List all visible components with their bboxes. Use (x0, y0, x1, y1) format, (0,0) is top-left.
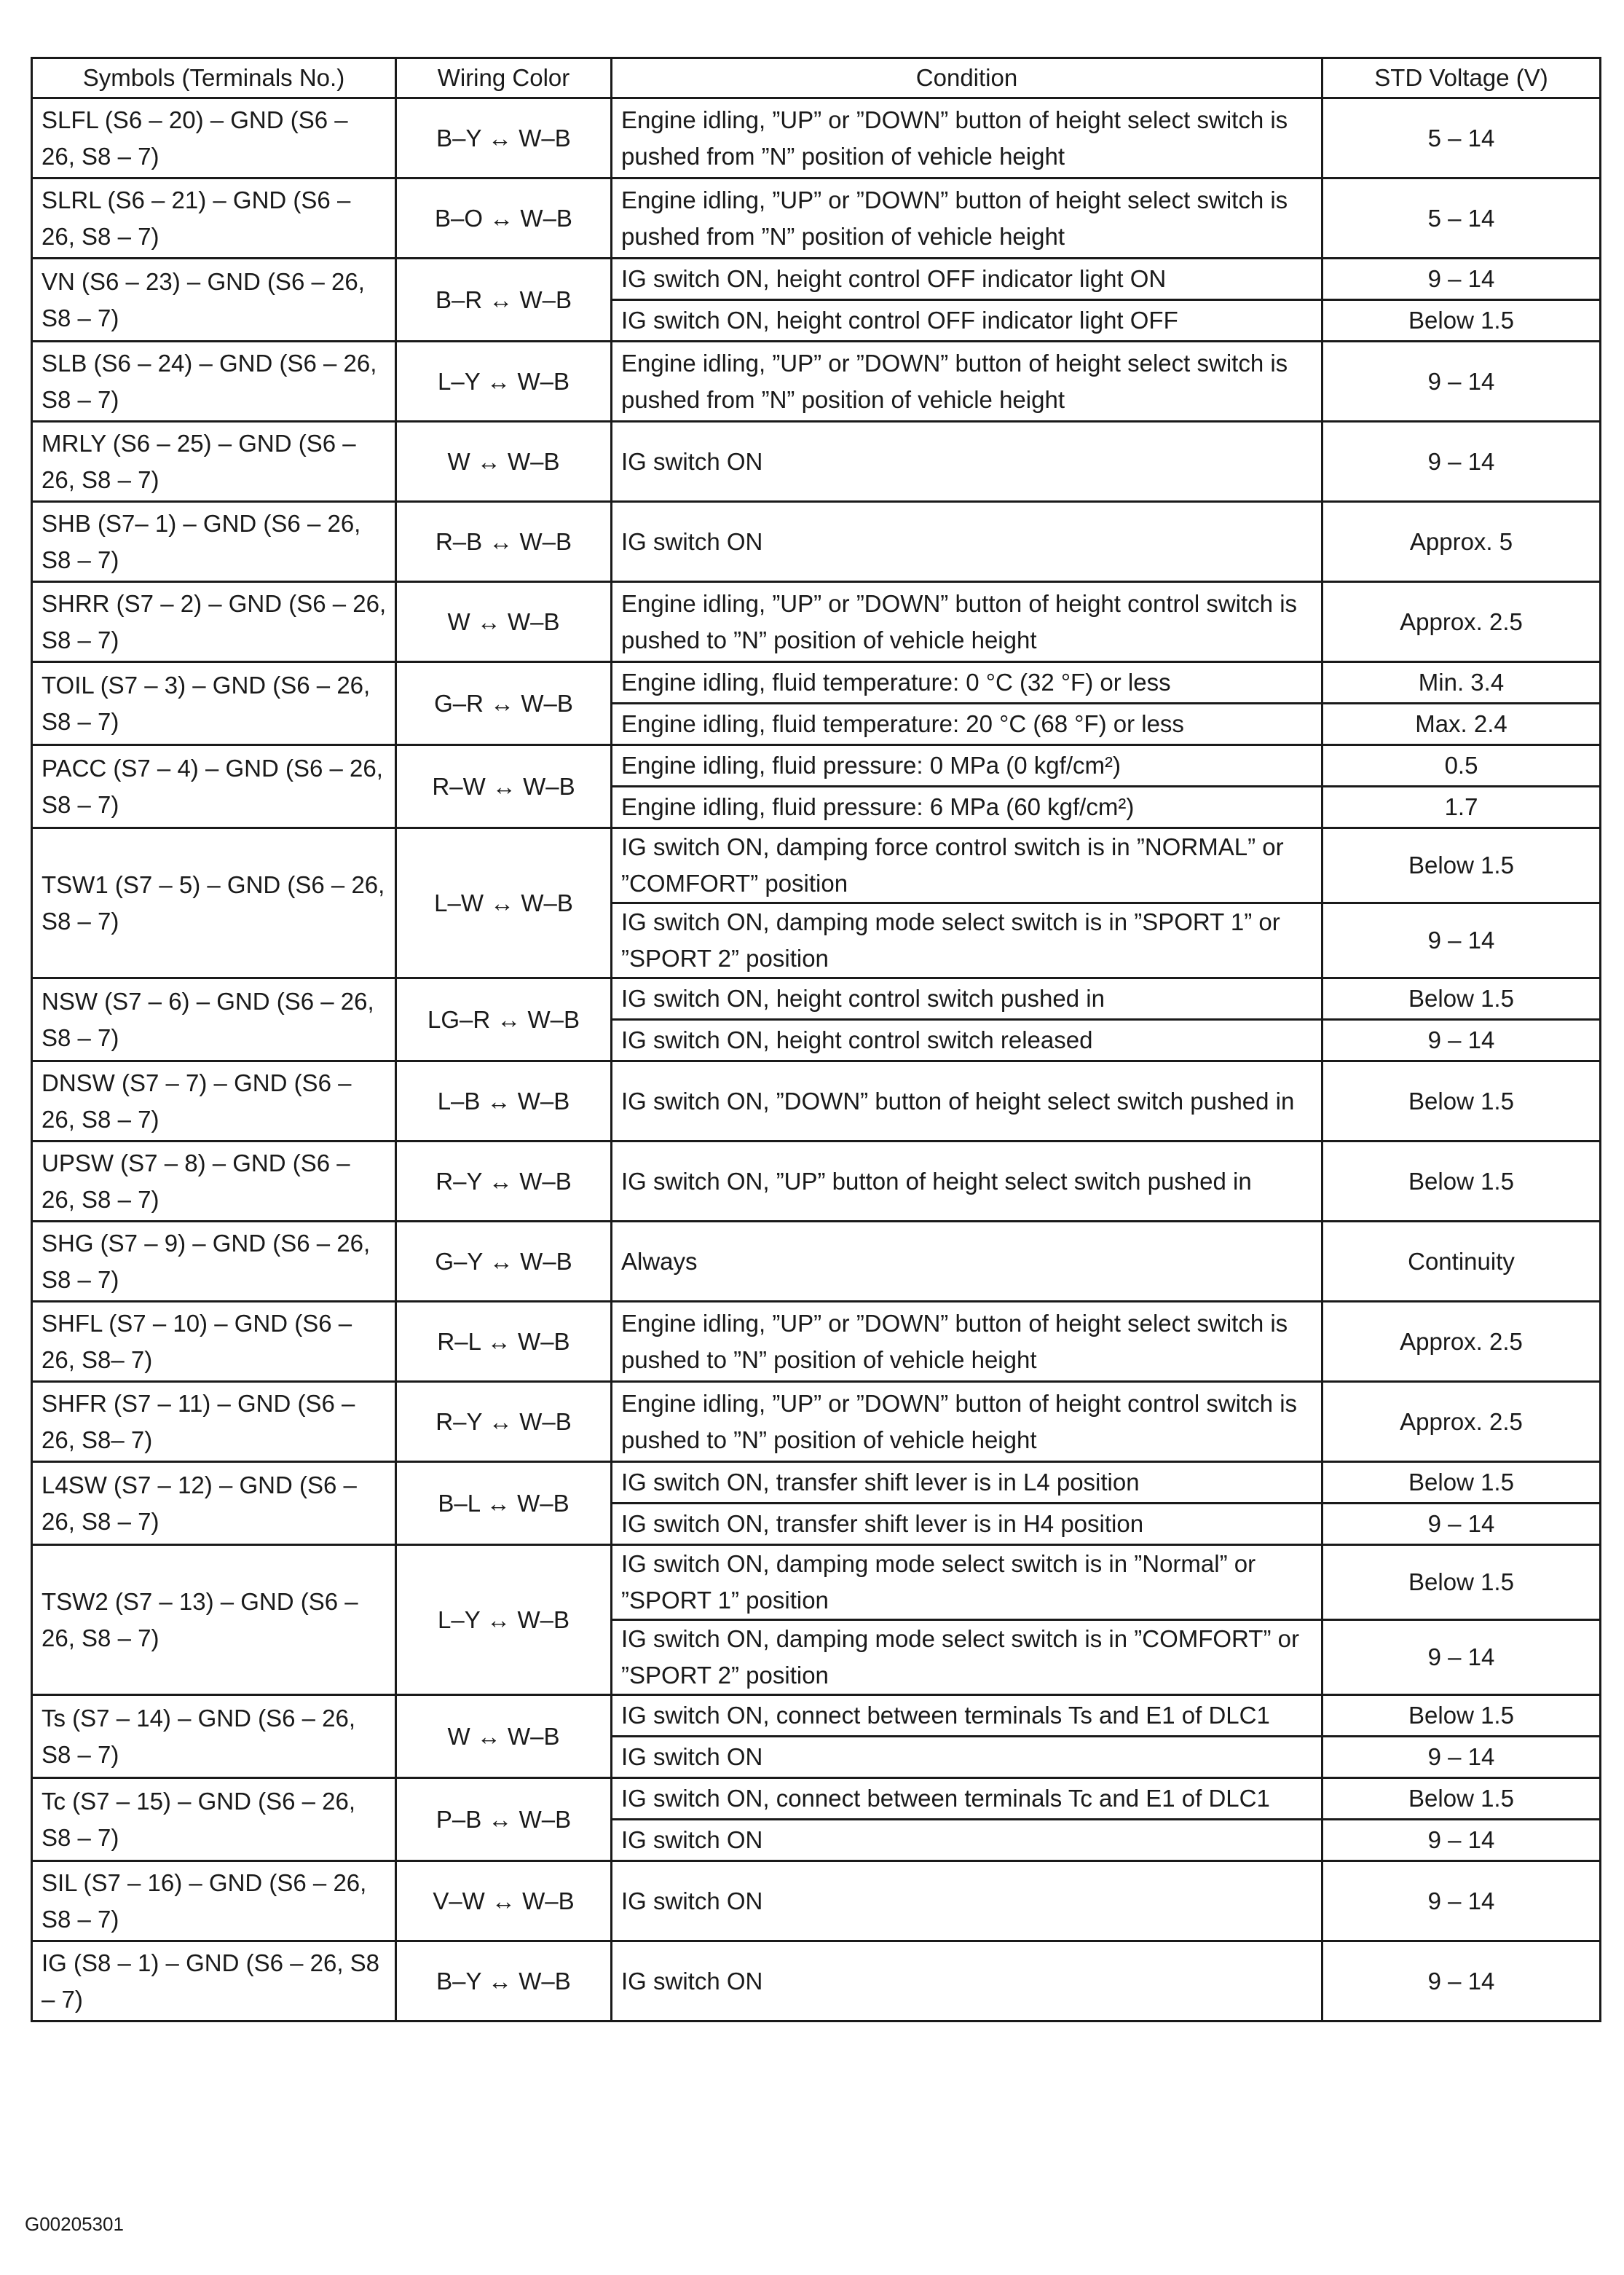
header-row (32, 58, 1601, 98)
wiring-color-cell: P–B ↔ W–B (396, 1778, 612, 1861)
table-row (32, 1302, 1601, 1382)
std-voltage-cell: Below 1.5 (1323, 1695, 1601, 1737)
wiring-color-cell: W ↔ W–B (396, 582, 612, 662)
symbol-cell: TSW1 (S7 – 5) – GND (S6 – 26, S8 – 7) (32, 828, 396, 978)
condition-cell: Engine idling, ”UP” or ”DOWN” button of height select switch is pushed from ”N” position of vehicle height (612, 178, 1323, 259)
std-voltage-cell: 9 – 14 (1323, 903, 1601, 978)
table-row (32, 828, 1601, 903)
condition-cell: Engine idling, ”UP” or ”DOWN” button of height select switch is pushed to ”N” position of vehicle height (612, 1302, 1323, 1382)
std-voltage-cell: 9 – 14 (1323, 1737, 1601, 1778)
std-voltage-cell: Below 1.5 (1323, 1142, 1601, 1222)
std-voltage-cell: Below 1.5 (1323, 828, 1601, 903)
std-voltage-cell: 5 – 14 (1323, 178, 1601, 259)
wiring-color-cell: B–Y ↔ W–B (396, 98, 612, 178)
condition-cell: Engine idling, ”UP” or ”DOWN” button of height control switch is pushed to ”N” position of vehicle height (612, 1382, 1323, 1462)
condition-cell: Engine idling, ”UP” or ”DOWN” button of height control switch is pushed to ”N” position of vehicle height (612, 582, 1323, 662)
wiring-color-cell: R–L ↔ W–B (396, 1302, 612, 1382)
figure-code: G00205301 (25, 2213, 124, 2235)
table-row (32, 1941, 1601, 2021)
symbol-cell: SHFR (S7 – 11) – GND (S6 – 26, S8– 7) (32, 1382, 396, 1462)
condition-cell: IG switch ON, ”UP” button of height select switch pushed in (612, 1142, 1323, 1222)
condition-cell: IG switch ON (612, 1941, 1323, 2021)
symbol-cell: NSW (S7 – 6) – GND (S6 – 26, S8 – 7) (32, 978, 396, 1061)
condition-cell: IG switch ON, connect between terminals Ts and E1 of DLC1 (612, 1695, 1323, 1737)
condition-cell: Engine idling, fluid temperature: 20 °C (68 °F) or less (612, 704, 1323, 745)
std-voltage-cell: 1.7 (1323, 787, 1601, 828)
std-voltage-cell: 9 – 14 (1323, 259, 1601, 300)
std-voltage-cell: 9 – 14 (1323, 1620, 1601, 1695)
condition-cell: IG switch ON (612, 1861, 1323, 1941)
wiring-color-cell: V–W ↔ W–B (396, 1861, 612, 1941)
table-row (32, 98, 1601, 178)
symbol-cell: SHFL (S7 – 10) – GND (S6 – 26, S8– 7) (32, 1302, 396, 1382)
std-voltage-cell: 9 – 14 (1323, 342, 1601, 422)
symbol-cell: TOIL (S7 – 3) – GND (S6 – 26, S8 – 7) (32, 662, 396, 745)
symbol-cell: SLFL (S6 – 20) – GND (S6 – 26, S8 – 7) (32, 98, 396, 178)
table-row (32, 1861, 1601, 1941)
std-voltage-cell: 9 – 14 (1323, 1504, 1601, 1545)
wiring-color-cell: B–R ↔ W–B (396, 259, 612, 342)
wiring-color-cell: L–W ↔ W–B (396, 828, 612, 978)
symbol-cell: SIL (S7 – 16) – GND (S6 – 26, S8 – 7) (32, 1861, 396, 1941)
std-voltage-cell: 9 – 14 (1323, 1941, 1601, 2021)
symbol-cell: SHB (S7– 1) – GND (S6 – 26, S8 – 7) (32, 502, 396, 582)
table-body (32, 98, 1601, 2021)
table-row (32, 1545, 1601, 1620)
wiring-color-cell: B–O ↔ W–B (396, 178, 612, 259)
condition-cell: Always (612, 1222, 1323, 1302)
std-voltage-cell: Approx. 2.5 (1323, 582, 1601, 662)
wiring-color-cell: R–Y ↔ W–B (396, 1142, 612, 1222)
symbol-cell: Tc (S7 – 15) – GND (S6 – 26, S8 – 7) (32, 1778, 396, 1861)
wiring-color-cell: G–R ↔ W–B (396, 662, 612, 745)
condition-cell: IG switch ON, height control OFF indicator light OFF (612, 300, 1323, 342)
wiring-color-cell: R–Y ↔ W–B (396, 1382, 612, 1462)
symbol-cell: SHG (S7 – 9) – GND (S6 – 26, S8 – 7) (32, 1222, 396, 1302)
condition-cell: IG switch ON, damping mode select switch is in ”COMFORT” or ”SPORT 2” position (612, 1620, 1323, 1695)
condition-cell: IG switch ON, damping force control switch is in ”NORMAL” or ”COMFORT” position (612, 828, 1323, 903)
table-row (32, 1382, 1601, 1462)
condition-cell: Engine idling, fluid pressure: 0 MPa (0 kgf/cm²) (612, 745, 1323, 787)
condition-cell: IG switch ON, transfer shift lever is in L4 position (612, 1462, 1323, 1504)
table-row (32, 745, 1601, 787)
table-row (32, 1462, 1601, 1504)
std-voltage-cell: Below 1.5 (1323, 1545, 1601, 1620)
condition-cell: IG switch ON (612, 1820, 1323, 1861)
std-voltage-cell: 0.5 (1323, 745, 1601, 787)
table-row (32, 342, 1601, 422)
condition-cell: IG switch ON (612, 1737, 1323, 1778)
condition-cell: IG switch ON, connect between terminals Tc and E1 of DLC1 (612, 1778, 1323, 1820)
table-row (32, 259, 1601, 300)
std-voltage-cell: Approx. 2.5 (1323, 1302, 1601, 1382)
wiring-color-cell: R–W ↔ W–B (396, 745, 612, 828)
condition-cell: IG switch ON, height control switch released (612, 1020, 1323, 1061)
symbol-cell: SLB (S6 – 24) – GND (S6 – 26, S8 – 7) (32, 342, 396, 422)
std-voltage-cell: Min. 3.4 (1323, 662, 1601, 704)
table-row (32, 978, 1601, 1020)
table-row (32, 178, 1601, 259)
std-voltage-cell: 9 – 14 (1323, 1820, 1601, 1861)
symbol-cell: IG (S8 – 1) – GND (S6 – 26, S8 – 7) (32, 1941, 396, 2021)
table-row (32, 502, 1601, 582)
header-wiring-color: Wiring Color (396, 58, 612, 98)
header-std-voltage: STD Voltage (V) (1323, 58, 1601, 98)
table-row (32, 1695, 1601, 1737)
condition-cell: Engine idling, ”UP” or ”DOWN” button of height select switch is pushed from ”N” position of vehicle height (612, 342, 1323, 422)
condition-cell: IG switch ON, transfer shift lever is in H4 position (612, 1504, 1323, 1545)
std-voltage-cell: Below 1.5 (1323, 978, 1601, 1020)
std-voltage-cell: 9 – 14 (1323, 1861, 1601, 1941)
table-row (32, 582, 1601, 662)
table-row (32, 662, 1601, 704)
table-row (32, 1142, 1601, 1222)
condition-cell: IG switch ON, damping mode select switch is in ”Normal” or ”SPORT 1” position (612, 1545, 1323, 1620)
header-symbols: Symbols (Terminals No.) (32, 58, 396, 98)
symbol-cell: DNSW (S7 – 7) – GND (S6 – 26, S8 – 7) (32, 1061, 396, 1142)
symbol-cell: SHRR (S7 – 2) – GND (S6 – 26, S8 – 7) (32, 582, 396, 662)
symbol-cell: PACC (S7 – 4) – GND (S6 – 26, S8 – 7) (32, 745, 396, 828)
std-voltage-cell: Continuity (1323, 1222, 1601, 1302)
wiring-color-cell: R–B ↔ W–B (396, 502, 612, 582)
symbol-cell: TSW2 (S7 – 13) – GND (S6 – 26, S8 – 7) (32, 1545, 396, 1695)
wiring-color-cell: L–Y ↔ W–B (396, 342, 612, 422)
table-row (32, 422, 1601, 502)
wiring-color-cell: W ↔ W–B (396, 1695, 612, 1778)
header-condition: Condition (612, 58, 1323, 98)
std-voltage-cell: Max. 2.4 (1323, 704, 1601, 745)
std-voltage-cell: Below 1.5 (1323, 1061, 1601, 1142)
table-row (32, 1778, 1601, 1820)
symbol-cell: Ts (S7 – 14) – GND (S6 – 26, S8 – 7) (32, 1695, 396, 1778)
symbol-cell: SLRL (S6 – 21) – GND (S6 – 26, S8 – 7) (32, 178, 396, 259)
condition-cell: IG switch ON, height control OFF indicator light ON (612, 259, 1323, 300)
wiring-color-cell: G–Y ↔ W–B (396, 1222, 612, 1302)
condition-cell: Engine idling, ”UP” or ”DOWN” button of height select switch is pushed from ”N” position of vehicle height (612, 98, 1323, 178)
condition-cell: IG switch ON, height control switch pushed in (612, 978, 1323, 1020)
condition-cell: IG switch ON, damping mode select switch is in ”SPORT 1” or ”SPORT 2” position (612, 903, 1323, 978)
symbol-cell: UPSW (S7 – 8) – GND (S6 – 26, S8 – 7) (32, 1142, 396, 1222)
symbol-cell: MRLY (S6 – 25) – GND (S6 – 26, S8 – 7) (32, 422, 396, 502)
terminal-voltage-table (31, 57, 1601, 2022)
condition-cell: IG switch ON (612, 502, 1323, 582)
std-voltage-cell: Approx. 5 (1323, 502, 1601, 582)
std-voltage-cell: 9 – 14 (1323, 422, 1601, 502)
wiring-color-cell: LG–R ↔ W–B (396, 978, 612, 1061)
table-row (32, 1222, 1601, 1302)
std-voltage-cell: Below 1.5 (1323, 1778, 1601, 1820)
symbol-cell: L4SW (S7 – 12) – GND (S6 – 26, S8 – 7) (32, 1462, 396, 1545)
wiring-color-cell: B–Y ↔ W–B (396, 1941, 612, 2021)
wiring-color-cell: B–L ↔ W–B (396, 1462, 612, 1545)
std-voltage-cell: 9 – 14 (1323, 1020, 1601, 1061)
condition-cell: Engine idling, fluid pressure: 6 MPa (60 kgf/cm²) (612, 787, 1323, 828)
terminal-voltage-table-container (31, 57, 1599, 2022)
wiring-color-cell: L–Y ↔ W–B (396, 1545, 612, 1695)
table-row (32, 1061, 1601, 1142)
wiring-color-cell: L–B ↔ W–B (396, 1061, 612, 1142)
std-voltage-cell: Below 1.5 (1323, 300, 1601, 342)
condition-cell: IG switch ON (612, 422, 1323, 502)
condition-cell: IG switch ON, ”DOWN” button of height select switch pushed in (612, 1061, 1323, 1142)
symbol-cell: VN (S6 – 23) – GND (S6 – 26, S8 – 7) (32, 259, 396, 342)
wiring-color-cell: W ↔ W–B (396, 422, 612, 502)
condition-cell: Engine idling, fluid temperature: 0 °C (32 °F) or less (612, 662, 1323, 704)
std-voltage-cell: 5 – 14 (1323, 98, 1601, 178)
std-voltage-cell: Below 1.5 (1323, 1462, 1601, 1504)
std-voltage-cell: Approx. 2.5 (1323, 1382, 1601, 1462)
